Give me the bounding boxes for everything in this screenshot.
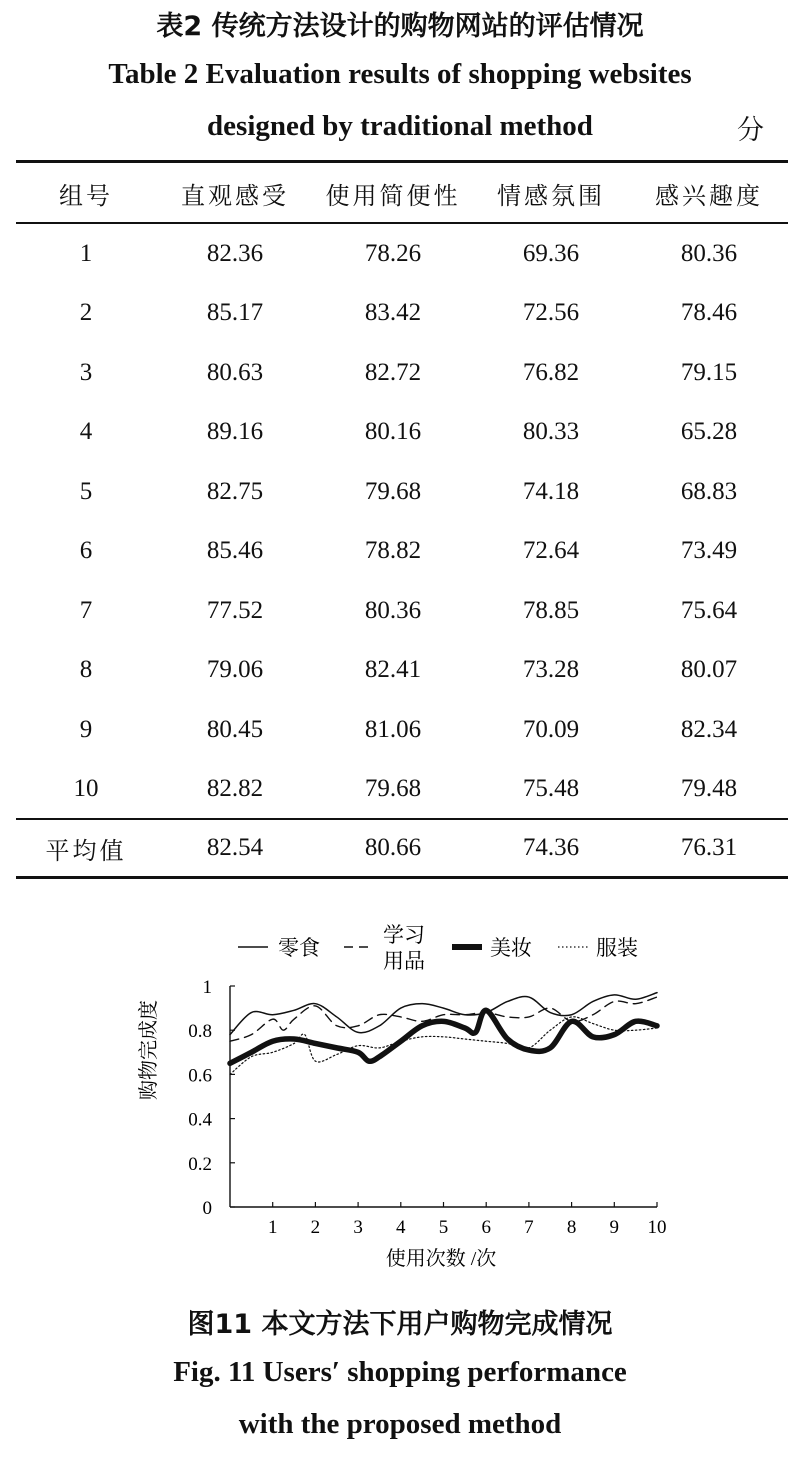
x-axis-label: 使用次数 /次 (385, 1248, 497, 1270)
y-axis-label: 购物完成度 (138, 1000, 160, 1100)
table-cell: 75.64 (680, 596, 738, 624)
y-tick-label: 0.6 (188, 1065, 212, 1087)
table-cell: 82.41 (364, 656, 422, 684)
table-cell: 1 (79, 239, 93, 267)
header-cell-intuitive: 直观感受 (181, 181, 289, 210)
table-cell: 5 (79, 477, 93, 505)
table-row (16, 641, 788, 701)
table-row (16, 224, 788, 284)
table-cell: 80.45 (206, 715, 264, 743)
figure-caption-cn: 图11 本文方法下用户购物完成情况 (187, 1309, 613, 1340)
table-cell: 72.64 (522, 537, 580, 565)
table-cell: 89.16 (206, 418, 264, 446)
table-cell: 74.36 (522, 834, 580, 861)
table-row (16, 581, 788, 641)
table-cell: 85.46 (206, 537, 264, 565)
table-cell: 82.36 (206, 239, 264, 267)
table-cell: 80.07 (680, 656, 738, 684)
x-tick-label: 1 (267, 1217, 278, 1238)
table-header-row (16, 162, 788, 224)
legend-label-makeup: 美妆 (490, 936, 532, 960)
x-tick-label: 5 (438, 1217, 449, 1238)
chart-axes (188, 977, 666, 1238)
table-cell: 73.49 (680, 537, 738, 565)
y-tick-label: 0.2 (188, 1153, 212, 1175)
table-cell: 74.18 (522, 477, 580, 505)
table-cell: 79.15 (680, 358, 738, 386)
y-tick-label: 0.4 (188, 1109, 212, 1131)
table-cell: 70.09 (522, 715, 580, 743)
line-chart (0, 920, 800, 1290)
figure-caption-en-line1: Fig. 11 Users′ shopping performance (173, 1356, 627, 1388)
table-average-row (16, 819, 788, 877)
chart-series (230, 993, 657, 1075)
series-line-clothing (230, 1017, 657, 1075)
y-tick-label: 0 (202, 1198, 212, 1219)
table-cell: 68.83 (680, 477, 738, 505)
table-cell: 82.72 (364, 358, 422, 386)
table-cell: 82.54 (206, 834, 264, 861)
chart-legend (238, 923, 638, 973)
table-cell: 72.56 (522, 299, 580, 327)
table-cell: 78.82 (364, 537, 422, 565)
x-tick-label: 4 (396, 1217, 406, 1238)
table-cell: 8 (79, 656, 93, 684)
table-cell: 85.17 (206, 299, 264, 327)
table-row (16, 343, 788, 403)
table-cell: 75.48 (522, 775, 580, 803)
table-cell: 82.75 (206, 477, 264, 505)
table-cell: 69.36 (522, 239, 580, 267)
table-cell: 79.48 (680, 775, 738, 803)
table-caption-en-line1: Table 2 Evaluation results of shopping websites (108, 58, 692, 90)
table-cell: 83.42 (364, 299, 422, 327)
table-row (16, 700, 788, 760)
table-cell: 76.82 (522, 358, 580, 386)
x-tick-label: 6 (481, 1217, 491, 1238)
table-cell: 82.34 (680, 715, 738, 743)
x-tick-label: 8 (566, 1217, 577, 1238)
table-cell: 4 (79, 418, 93, 446)
table-cell: 80.66 (364, 834, 422, 861)
legend-label-clothing: 服装 (596, 936, 638, 960)
legend-label-snacks: 零食 (278, 936, 320, 960)
table-cell: 10 (73, 775, 99, 803)
header-cell-usability: 使用简便性 (325, 181, 461, 210)
table-cell: 78.26 (364, 239, 422, 267)
x-tick-label: 2 (310, 1217, 321, 1238)
table-cell: 80.63 (206, 358, 264, 386)
table-cell: 65.28 (680, 418, 738, 446)
legend-label-study-2: 用品 (383, 949, 425, 973)
table-unit: 分 (737, 115, 764, 146)
table-cell: 6 (79, 537, 93, 565)
x-tick-label: 9 (609, 1217, 620, 1238)
table-cell: 80.16 (364, 418, 422, 446)
x-tick-label: 7 (524, 1217, 534, 1238)
legend-label-study-1: 学习 (383, 923, 425, 947)
table-row (16, 760, 788, 820)
table-row (16, 403, 788, 463)
table-cell: 平均值 (45, 836, 127, 865)
table-cell: 80.36 (364, 596, 422, 624)
table-cell: 78.85 (522, 596, 580, 624)
header-cell-group: 组号 (59, 181, 113, 210)
table-row (16, 462, 788, 522)
table-cell: 2 (79, 299, 93, 327)
table-caption-en-line2: designed by traditional method (207, 110, 593, 142)
x-tick-label: 3 (353, 1217, 363, 1238)
table-cell: 76.31 (680, 834, 738, 861)
table-cell: 79.06 (206, 656, 264, 684)
table-cell: 7 (79, 596, 93, 624)
figure-caption-en-line2: with the proposed method (238, 1408, 562, 1440)
table-cell: 82.82 (206, 775, 264, 803)
header-cell-interest: 感兴趣度 (655, 181, 763, 210)
y-tick-label: 0.8 (188, 1021, 212, 1043)
table-cell: 80.36 (680, 239, 738, 267)
table-cell: 3 (79, 358, 93, 386)
header-cell-atmosphere: 情感氛围 (497, 181, 605, 210)
table-cell: 79.68 (364, 775, 422, 803)
y-tick-label: 1 (202, 977, 212, 998)
table-cell: 9 (79, 715, 93, 743)
table-cell: 78.46 (680, 299, 738, 327)
table-cell: 73.28 (522, 656, 580, 684)
table-cell: 80.33 (522, 418, 580, 446)
series-line-snacks (230, 993, 657, 1035)
evaluation-table (16, 162, 788, 877)
table-caption-cn: 表2 传统方法设计的购物网站的评估情况 (156, 11, 644, 42)
table-cell: 81.06 (364, 715, 422, 743)
table-row (16, 522, 788, 582)
table-cell: 79.68 (364, 477, 422, 505)
table-row (16, 284, 788, 344)
x-tick-label: 10 (647, 1217, 667, 1238)
table-cell: 77.52 (206, 596, 264, 624)
